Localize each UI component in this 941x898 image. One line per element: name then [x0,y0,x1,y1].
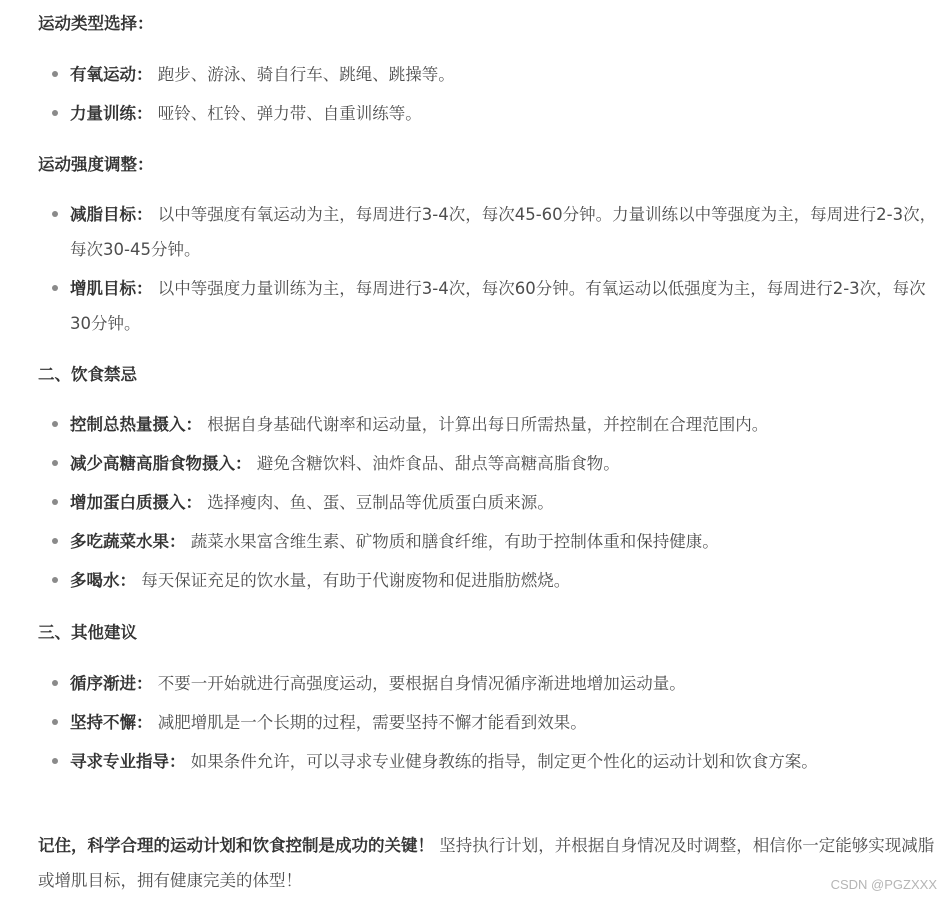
item-text: 不要一开始就进行高强度运动，要根据自身情况循序渐进地增加运动量。 [157,674,686,693]
list-item [38,271,938,341]
list-item [38,563,938,598]
conclusion-text: 坚持执行计划，并根据自身情况及时调整，相信你一定能够实现减脂或增肌目标，拥有健康完美的体型！ [38,836,935,890]
bullet-icon [52,211,58,217]
item-label: 多吃蔬菜水果： [70,532,186,551]
bullet-icon [52,719,58,725]
bullet-icon [52,460,58,466]
item-label: 增加蛋白质摄入： [70,493,202,512]
item-label: 增肌目标： [70,279,153,298]
bullet-icon [52,421,58,427]
bullet-icon [52,110,58,116]
list-item [38,485,938,520]
list-item [38,666,906,701]
bullet-icon [52,71,58,77]
heading-intensity: 运动强度调整： [38,155,154,174]
item-text: 以中等强度有氧运动为主，每周进行3-4次，每次45-60分钟。力量训练以中等强度为主，每周进行2-3次，每次30-45分钟。 [70,205,937,259]
item-text: 选择瘦肉、鱼、蛋、豆制品等优质蛋白质来源。 [207,493,554,512]
item-text: 减肥增肌是一个长期的过程，需要坚持不懈才能看到效果。 [157,713,587,732]
item-text: 以中等强度力量训练为主，每周进行3-4次，每次60分钟。有氧运动以低强度为主，每周进行2-3次，每次30分钟。 [70,279,926,333]
item-text: 哑铃、杠铃、弹力带、自重训练等。 [157,104,422,123]
heading-diet: 二、饮食禁忌 [38,365,137,384]
item-text: 如果条件允许，可以寻求专业健身教练的指导，制定更个性化的运动计划和饮食方案。 [190,752,818,771]
item-label: 减脂目标： [70,205,153,224]
watermark: CSDN @PGZXXX [830,877,937,892]
list-item [38,524,938,559]
bullet-icon [52,577,58,583]
item-text: 避免含糖饮料、油炸食品、甜点等高糖高脂食物。 [256,454,620,473]
item-label: 寻求专业指导： [70,752,186,771]
conclusion-bold: 记住，科学合理的运动计划和饮食控制是成功的关键！ [38,836,434,855]
list-sport-type [38,57,455,131]
list-intensity [38,197,938,341]
conclusion-paragraph [38,828,938,898]
list-other [38,666,906,779]
item-label: 力量训练： [70,104,153,123]
item-text: 根据自身基础代谢率和运动量，计算出每日所需热量，并控制在合理范围内。 [207,415,769,434]
item-label: 控制总热量摄入： [70,415,202,434]
bullet-icon [52,758,58,764]
list-item [38,57,455,92]
item-label: 减少高糖高脂食物摄入： [70,454,252,473]
item-label: 坚持不懈： [70,713,153,732]
item-label: 循序渐进： [70,674,153,693]
list-item [38,96,455,131]
item-text: 蔬菜水果富含维生素、矿物质和膳食纤维，有助于控制体重和保持健康。 [190,532,719,551]
bullet-icon [52,538,58,544]
list-item [38,446,938,481]
list-item [38,705,906,740]
heading-sport-type: 运动类型选择： [38,14,154,33]
list-item [38,407,938,442]
list-diet [38,407,938,598]
bullet-icon [52,499,58,505]
bullet-icon [52,285,58,291]
list-item [38,744,906,779]
item-text: 每天保证充足的饮水量，有助于代谢废物和促进脂肪燃烧。 [141,571,571,590]
list-item [38,197,938,267]
item-label: 多喝水： [70,571,136,590]
heading-other: 三、其他建议 [38,623,137,642]
item-text: 跑步、游泳、骑自行车、跳绳、跳操等。 [157,65,455,84]
item-label: 有氧运动： [70,65,153,84]
bullet-icon [52,680,58,686]
